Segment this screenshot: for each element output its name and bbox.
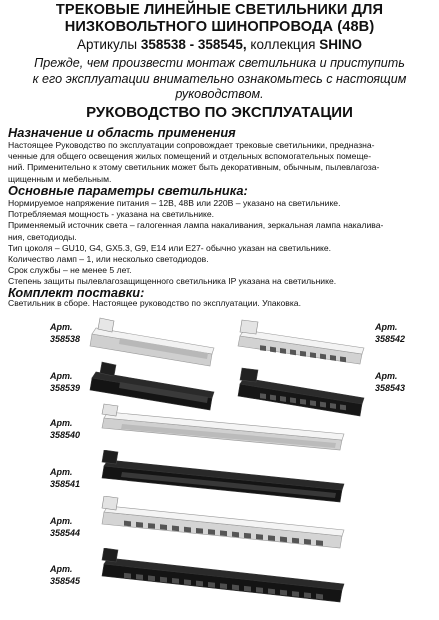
- text-line: Применяемый источник света – галогенная лампа накаливания, зеркальная лампа накалива-: [8, 220, 384, 231]
- lamp-image-358540: [98, 402, 348, 454]
- text-line: Потребляемая мощность - указана на светильнике.: [8, 209, 215, 220]
- section-text-purpose: [8, 140, 433, 185]
- text-line: Количество ламп – 1, или несколько светодиодов.: [8, 254, 209, 265]
- text-line: Степень защиты пылевлагозащищенного светильника IP указана на светильнике.: [8, 276, 337, 287]
- product-label-358543: Арт. 358543: [375, 371, 406, 393]
- product-label-358545: Арт. 358545: [50, 564, 81, 586]
- manual-title: РУКОВОДСТВО ПО ЭКСПЛУАТАЦИИ: [86, 104, 353, 121]
- text-line: Срок службы – не менее 5 лет.: [8, 265, 132, 276]
- section-text-params: [8, 198, 433, 288]
- articles-prefix: Артикулы: [77, 37, 141, 52]
- product-label-358539: Арт. 358539: [50, 371, 81, 393]
- text-line: ний. Применительно к этому светильник может быть декоративным, обычным, пылевлагоза-: [8, 162, 380, 173]
- text-line: ченные для общего освещения жилых помещений и отдельных вспомогательных помеще-: [8, 151, 372, 162]
- product-label-358538: Арт. 358538: [50, 322, 81, 344]
- section-heading-package: Комплект поставки:: [8, 285, 145, 300]
- collection-name: SHINO: [319, 37, 362, 52]
- text-line: Нормируемое напряжение питания – 12В, 48В или 220В – указано на светильнике.: [8, 198, 341, 208]
- lamp-image-358545: [98, 548, 348, 606]
- collection-prefix: коллекция: [246, 37, 320, 52]
- section-text-package: [8, 298, 433, 309]
- text-line: Настоящее Руководство по эксплуатации сопровождает трековые светильники, предназна-: [8, 140, 375, 150]
- articles-range: 358538 - 358545,: [140, 37, 247, 52]
- warning-line: руководством.: [175, 87, 264, 101]
- lamp-image-358544: [98, 496, 348, 550]
- page-title-line-1: ТРЕКОВЫЕ ЛИНЕЙНЫЕ СВЕТИЛЬНИКИ ДЛЯ: [55, 2, 384, 18]
- text-line: Светильник в сборе. Настоящее руководство по эксплуатации. Упаковка.: [8, 298, 301, 308]
- lamp-image-358542: [230, 312, 370, 368]
- text-line: ния, светодиоды.: [8, 231, 77, 242]
- text-line: Тип цоколя – GU10, G4, GX5.3, G9, E14 или E27- обычно указан на светильнике.: [8, 242, 332, 253]
- product-label-358541: Арт. 358541: [50, 467, 81, 489]
- product-label-358544: Арт. 358544: [50, 516, 81, 538]
- product-label-358540: Арт. 358540: [50, 418, 81, 440]
- warning-line: к его эксплуатации внимательно ознакомьтесь с настоящим: [32, 71, 407, 86]
- page-title-line-2: НИЗКОВОЛЬТНОГО ШИНОПРОВОДА (48В): [64, 19, 375, 35]
- articles-line: [0, 37, 439, 53]
- warning-line: Прежде, чем произвести монтаж светильника и приступить: [34, 56, 405, 70]
- text-line: щищенным и мебельным.: [8, 173, 112, 184]
- warning-note: [10, 56, 429, 103]
- section-heading-purpose: Назначение и область применения: [8, 125, 236, 140]
- product-label-358542: Арт. 358542: [375, 322, 406, 344]
- section-heading-params: Основные параметры светильника:: [8, 183, 248, 198]
